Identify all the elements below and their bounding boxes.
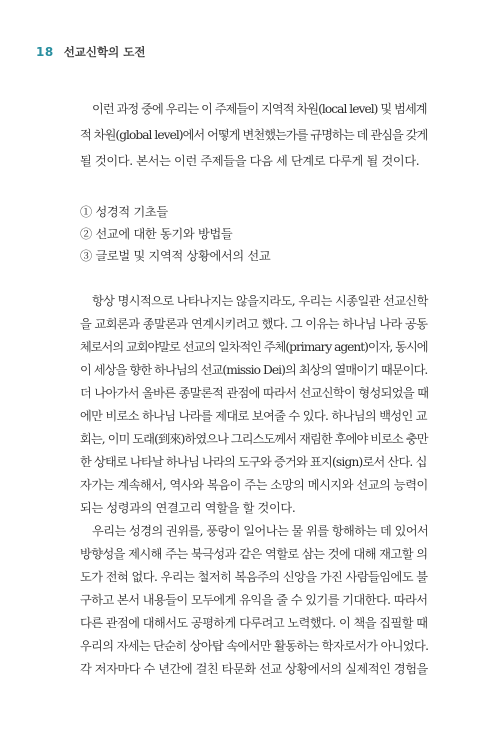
paragraph-2-line: 자가는 계속해서, 역사와 복음이 주는 소망의 메시지와 선교의 능력이 xyxy=(80,478,428,492)
book-title: 선교신학의 도전 xyxy=(63,45,146,59)
list-item: ① 성경적 기초들 xyxy=(80,205,168,219)
paragraph-2-line: 이 세상을 향한 하나님의 선교(missio Dei)의 최상의 열매이기 때문이다. xyxy=(80,363,428,377)
paragraph-2-line: 회는, 이미 도래(到來)하였으나 그리스도께서 재림한 후에야 비로소 충만 xyxy=(80,432,428,446)
paragraph-3-line: 각 저자마다 수 년간에 걸친 타문화 선교 상황에서의 실제적인 경험을 xyxy=(80,662,428,676)
paragraph-2-line: 한 상태로 나타날 하나님 나라의 도구와 증거와 표지(sign)로서 산다. 십 xyxy=(80,455,427,469)
paragraph-1-line: 이런 과정 중에 우리는 이 주제들이 지역적 차원(local level) 및 범세계 xyxy=(92,102,427,116)
list-item: ② 선교에 대한 동기와 방법들 xyxy=(80,227,233,241)
paragraph-2-line: 항상 명시적으로 나타나지는 않을지라도, 우리는 시종일관 선교신학 xyxy=(92,294,428,308)
paragraph-3-line: 우리는 성경의 권위를, 풍랑이 일어나는 물 위를 항해하는 데 있어서 xyxy=(92,524,429,538)
paragraph-1-line: 적 차원(global level)에서 어떻게 변천했는가를 규명하는 데 관심을 갖게 xyxy=(80,128,428,142)
paragraph-2-line: 을 교회론과 종말론과 연계시키려고 했다. 그 이유는 하나님 나라 공동 xyxy=(80,317,428,331)
paragraph-1-line: 될 것이다. 본서는 이런 주제들을 다음 세 단계로 다루게 될 것이다. xyxy=(80,154,420,168)
paragraph-3-line: 우리의 자세는 단순히 상아탑 속에서만 활동하는 학자로서가 아니었다. xyxy=(80,639,429,653)
paragraph-2-line: 더 나아가서 올바른 종말론적 관점에 따라서 선교신학이 형성되었을 때 xyxy=(80,386,429,400)
running-header xyxy=(36,44,145,60)
paragraph-2-line: 에만 비로소 하나님 나라를 제대로 보여줄 수 있다. 하나님의 백성인 교 xyxy=(80,409,427,423)
paragraph-2-line: 되는 성령과의 연결고리 역할을 할 것이다. xyxy=(80,501,296,515)
paragraph-2-line: 체로서의 교회야말로 선교의 일차적인 주체(primary agent)이자, 동시에 xyxy=(80,340,428,354)
paragraph-3-line: 구하고 본서 내용들이 모두에게 유익을 줄 수 있기를 기대한다. 따라서 xyxy=(80,593,428,607)
paragraph-3-line: 도가 전혀 없다. 우리는 철저히 복음주의 신앙을 가진 사람들임에도 불 xyxy=(80,570,428,584)
list-item: ③ 글로벌 및 지역적 상황에서의 선교 xyxy=(80,249,271,263)
page-number: 18 xyxy=(36,45,54,59)
paragraph-3-line: 다른 관점에 대해서도 공평하게 다루려고 노력했다. 이 책을 집필할 때 xyxy=(80,616,428,630)
paragraph-3-line: 방향성을 제시해 주는 북극성과 같은 역할로 삼는 것에 대해 재고할 의 xyxy=(80,547,428,561)
